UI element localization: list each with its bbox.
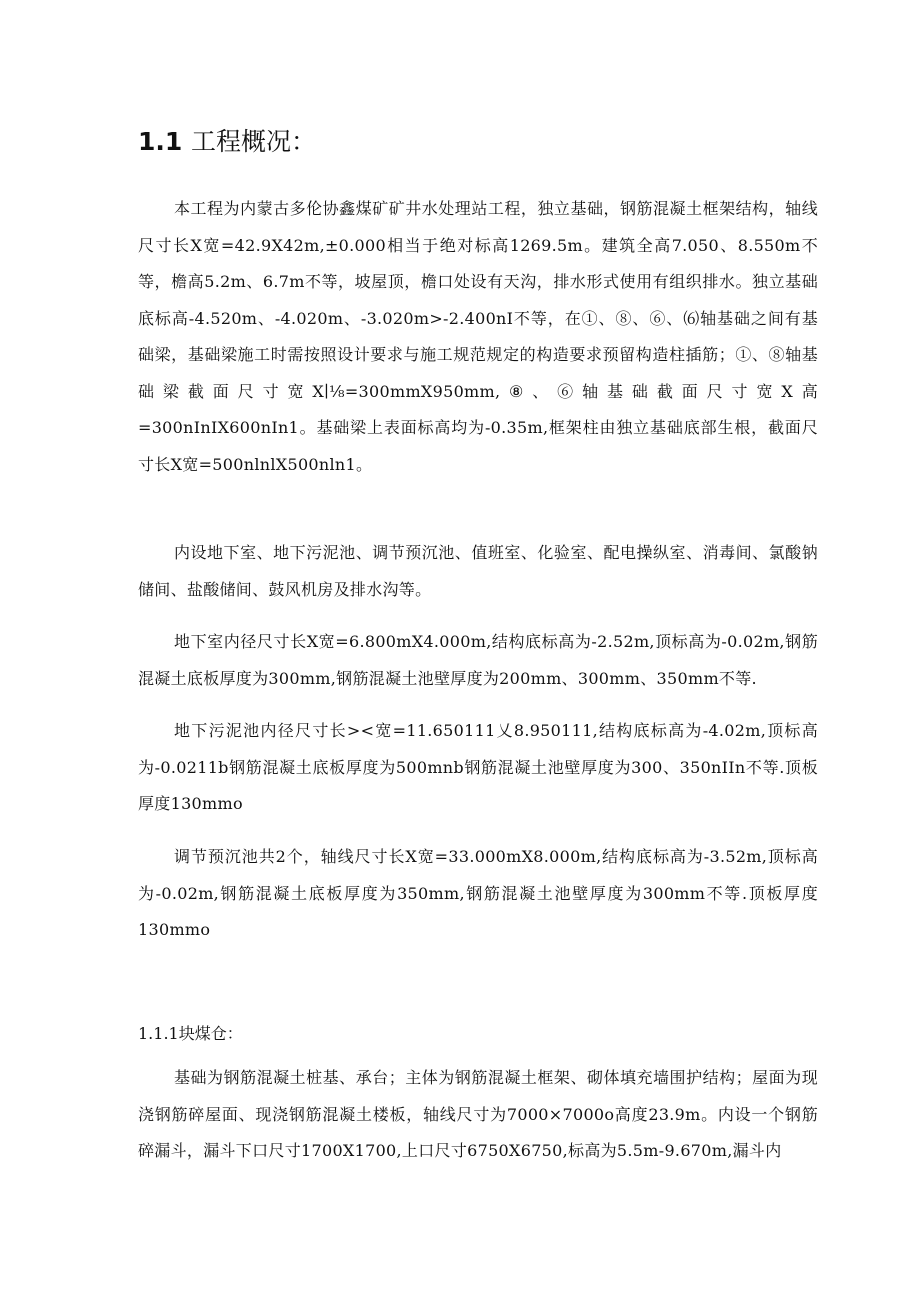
paragraph-sludge-pool: 地下污泥池内径尺寸长><宽=11.650111乂8.950111,结构底标高为-4.02m,顶标高为-0.0211b钢筋混凝土底板厚度为500mnb钢筋混凝土池壁厚度为300、350nIIn不等.顶板厚度130mmo	[138, 721, 818, 813]
paragraph-facilities: 内设地下室、地下污泥池、调节预沉池、值班室、化验室、配电操纵室、消毒间、氯酸钠储间、盐酸储间、鼓风机房及排水沟等。	[138, 543, 818, 599]
section-title: 工程概况：	[191, 127, 317, 156]
subsection-number: 1.1.1	[138, 1024, 179, 1043]
paragraph-basement: 地下室内径尺寸长X宽=6.800mX4.000m,结构底标高为-2.52m,顶标高为-0.02m,钢筋混凝土底板厚度为300mm,钢筋混凝土池壁厚度为200mm、300mm、350mm不等.	[138, 632, 818, 688]
paragraph-settling-pool: 调节预沉池共2个，轴线尺寸长X宽=33.000mX8.000m,结构底标高为-3.52m,顶标高为-0.02m,钢筋混凝土底板厚度为350mm,钢筋混凝土池壁厚度为300mm不等.顶板厚度130mmo	[138, 847, 818, 939]
subsection-heading	[138, 1016, 243, 1052]
section-number: 1.1	[138, 127, 183, 156]
paragraph-coal-bunker: 基础为钢筋混凝土桩基、承台；主体为钢筋混凝土框架、砌体填充墙围护结构；屋面为现浇钢筋碎屋面、现浇钢筋混凝土楼板，轴线尺寸为7000×7000o高度23.9m。内设一个钢筋碎漏斗，漏斗下口尺寸1700X1700,上口尺寸6750X6750,标高为5.5m-9.670m,漏斗内	[138, 1068, 818, 1160]
paragraph-project-overview: 本工程为内蒙古多伦协鑫煤矿矿井水处理站工程，独立基础，钢筋混凝土框架结构，轴线尺寸长X宽=42.9X42m,±0.000相当于绝对标高1269.5m。建筑全高7.050、8.550m不等，檐高5.2m、6.7m不等，坡屋顶，檐口处设有天沟，排水形式使用有组织排水。独立基础底标高-4.520m、-4.020m、-3.020m>-2.400nI不等，在①、⑧、⑥、⑹轴基础之间有基础梁，基础梁施工时需按照设计要求与施工规范规定的构造要求预留构造柱插筋；①、⑧轴基础梁截面尺寸宽X∣⅛=300mmX950mm,⑧、⑥轴基础截面尺寸宽X高=300nInIX600nIn1。基础梁上表面标高均为-0.35m,框架柱由独立基础底部生根，截面尺寸长X宽=500nlnlX500nln1。	[138, 199, 818, 474]
subsection-title: 块煤仓：	[178, 1024, 243, 1043]
section-heading	[138, 124, 316, 160]
